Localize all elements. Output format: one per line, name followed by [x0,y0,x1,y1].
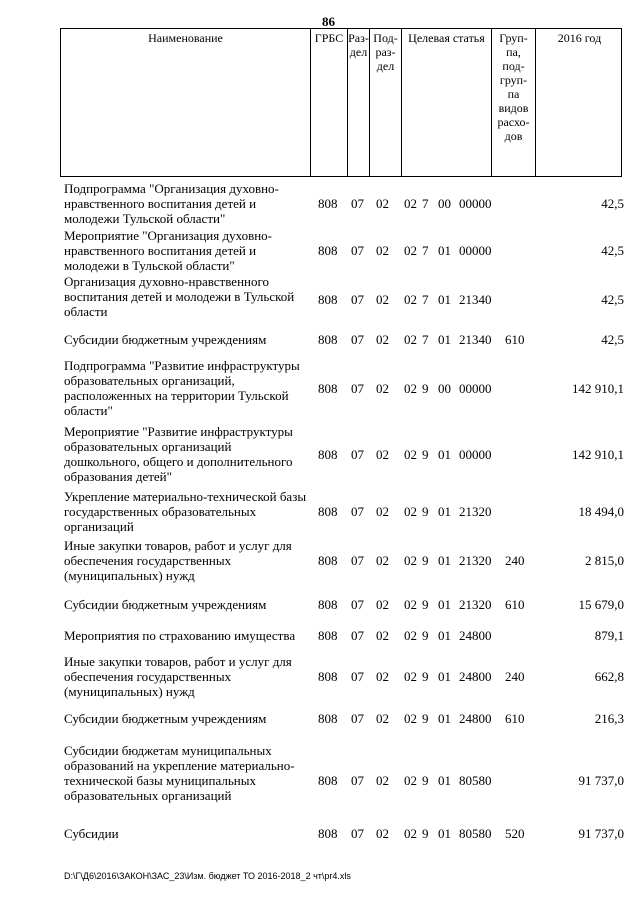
row-grbs: 808 [318,196,338,211]
page-number: 86 [322,14,335,29]
row-grbs: 808 [318,447,338,462]
row-podr: 02 [376,243,389,258]
row-t1: 02 [404,196,417,211]
row-t3: 01 [438,826,451,841]
row-t4: 80580 [459,826,492,841]
row-t2: 9 [422,773,429,788]
row-podr: 02 [376,628,389,643]
row-t3: 01 [438,553,451,568]
row-grbs: 808 [318,669,338,684]
row-razdel: 07 [351,447,364,462]
row-t1: 02 [404,597,417,612]
row-razdel: 07 [351,826,364,841]
row-t4: 24800 [459,628,492,643]
row-t4: 21340 [459,332,492,347]
row-t3: 01 [438,669,451,684]
header-grbs: ГРБС [311,29,348,176]
row-name: Субсидии бюджетным учреждениям [64,711,267,726]
row-sum: 142 910,1 [572,381,624,396]
row-t1: 02 [404,669,417,684]
row-t2: 9 [422,826,429,841]
row-name: Иные закупки товаров, работ и услуг для обеспечения государственных (муниципальных) нужд [64,538,292,583]
row-sum: 879,1 [594,628,624,643]
row-grbs: 808 [318,826,338,841]
header-podrazdel: Под- раз- дел [370,29,402,176]
row-sum: 91 737,0 [578,826,624,841]
row-sum: 662,8 [594,669,624,684]
row-name: Субсидии бюджетным учреждениям [64,597,267,612]
row-t1: 02 [404,381,417,396]
row-razdel: 07 [351,196,364,211]
row-grbs: 808 [318,381,338,396]
row-t2: 7 [422,292,429,307]
row-t1: 02 [404,504,417,519]
row-sum: 42,5 [601,332,624,347]
row-t2: 7 [422,332,429,347]
row-razdel: 07 [351,504,364,519]
row-sum: 42,5 [601,196,624,211]
row-podr: 02 [376,332,389,347]
row-podr: 02 [376,773,389,788]
row-sum: 42,5 [601,243,624,258]
row-t2: 9 [422,504,429,519]
row-t4: 00000 [459,447,492,462]
row-t1: 02 [404,447,417,462]
row-t4: 21340 [459,292,492,307]
row-t2: 9 [422,447,429,462]
row-grbs: 808 [318,773,338,788]
row-podr: 02 [376,196,389,211]
header-celevaya-statya: Целевая статья [402,29,492,176]
row-t4: 24800 [459,669,492,684]
row-razdel: 07 [351,243,364,258]
row-grbs: 808 [318,243,338,258]
row-vid: 520 [505,826,525,841]
row-grbs: 808 [318,597,338,612]
row-t1: 02 [404,628,417,643]
row-t3: 01 [438,243,451,258]
row-t4: 24800 [459,711,492,726]
row-t1: 02 [404,292,417,307]
row-t1: 02 [404,243,417,258]
row-t3: 01 [438,447,451,462]
row-name: Подпрограмма "Развитие инфраструктуры образовательных организаций, расположенных на территории Тульской области" [64,358,300,418]
header-name: Наименование [61,29,311,176]
row-name: Иные закупки товаров, работ и услуг для обеспечения государственных (муниципальных) нужд [64,654,292,699]
row-sum: 142 910,1 [572,447,624,462]
row-grbs: 808 [318,711,338,726]
header-razdel: Раз- дел [348,29,370,176]
row-podr: 02 [376,447,389,462]
row-t2: 9 [422,597,429,612]
row-t4: 21320 [459,504,492,519]
row-t2: 9 [422,669,429,684]
row-podr: 02 [376,669,389,684]
row-vid: 610 [505,597,525,612]
row-razdel: 07 [351,553,364,568]
row-t2: 7 [422,196,429,211]
row-grbs: 808 [318,332,338,347]
row-t3: 00 [438,196,451,211]
row-t3: 01 [438,773,451,788]
row-t2: 9 [422,711,429,726]
row-podr: 02 [376,597,389,612]
row-podr: 02 [376,381,389,396]
row-sum: 42,5 [601,292,624,307]
row-t4: 00000 [459,381,492,396]
row-podr: 02 [376,826,389,841]
row-podr: 02 [376,711,389,726]
header-year: 2016 год [557,31,602,45]
row-t4: 80580 [459,773,492,788]
row-grbs: 808 [318,553,338,568]
row-t1: 02 [404,773,417,788]
row-razdel: 07 [351,711,364,726]
row-t1: 02 [404,826,417,841]
row-t1: 02 [404,332,417,347]
row-t3: 01 [438,628,451,643]
row-name: Мероприятие "Развитие инфраструктуры образовательных организаций дошкольного, общего и дополнительного образования детей" [64,424,293,484]
row-t1: 02 [404,553,417,568]
row-vid: 610 [505,332,525,347]
row-t2: 9 [422,553,429,568]
row-name: Мероприятие "Организация духовно-нравственного воспитания детей и молодежи в Тульской области" [64,228,273,273]
row-name: Укрепление материально-технической базы государственных образовательных организаций [64,489,307,534]
row-podr: 02 [376,553,389,568]
file-path-footer: D:\Г\Д6\2016\ЗАКОН\ЗАС_23\Изм. бюджет ТО 2016-2018_2 чт\pr4.xls [64,871,351,881]
row-t2: 7 [422,243,429,258]
row-name: Субсидии бюджетным учреждениям [64,332,267,347]
row-razdel: 07 [351,669,364,684]
row-vid: 240 [505,553,525,568]
row-name: Субсидии [64,826,119,841]
row-t3: 00 [438,381,451,396]
row-t4: 00000 [459,196,492,211]
row-razdel: 07 [351,292,364,307]
row-t3: 01 [438,711,451,726]
row-sum: 18 494,0 [578,504,624,519]
row-name: Субсидии бюджетам муниципальных образований на укрепление материально-технической базы муниципальных образовательных организаций [64,743,295,803]
row-sum: 216,3 [594,711,624,726]
row-razdel: 07 [351,597,364,612]
row-podr: 02 [376,504,389,519]
row-podr: 02 [376,292,389,307]
row-grbs: 808 [318,292,338,307]
row-t4: 00000 [459,243,492,258]
row-t1: 02 [404,711,417,726]
row-razdel: 07 [351,628,364,643]
row-name: Мероприятия по страхованию имущества [64,628,296,643]
row-grbs: 808 [318,504,338,519]
row-t3: 01 [438,597,451,612]
row-razdel: 07 [351,332,364,347]
row-razdel: 07 [351,773,364,788]
row-grbs: 808 [318,628,338,643]
row-name: Подпрограмма "Организация духовно-нравственного воспитания детей и молодежи Тульской области" [64,181,279,226]
row-t4: 21320 [459,553,492,568]
row-t3: 01 [438,292,451,307]
row-vid: 240 [505,669,525,684]
row-t3: 01 [438,332,451,347]
row-name: Организация духовно-нравственного воспитания детей и молодежи в Тульской области [64,274,295,319]
row-t2: 9 [422,381,429,396]
row-sum: 2 815,0 [585,553,624,568]
row-sum: 91 737,0 [578,773,624,788]
row-razdel: 07 [351,381,364,396]
row-t2: 9 [422,628,429,643]
row-sum: 15 679,0 [578,597,624,612]
row-t3: 01 [438,504,451,519]
header-gruppa: Груп- па, под- груп- па видов расхо- дов [492,29,536,176]
row-t4: 21320 [459,597,492,612]
row-vid: 610 [505,711,525,726]
